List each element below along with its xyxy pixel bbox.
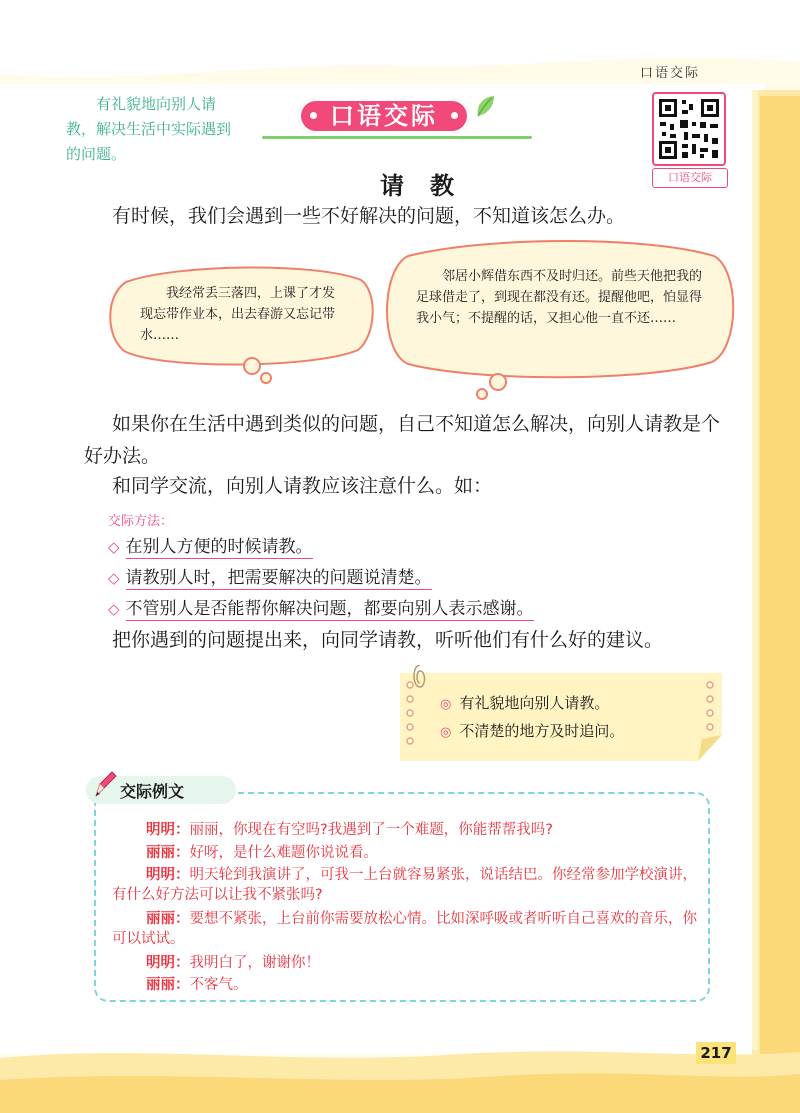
qr-label: 口语交际 [652,168,728,188]
method-item: ◇ 请教别人时，把需要解决的问题说清楚。 [108,568,432,588]
bubble-text-right: 邻居小辉借东西不及时归还。前些天他把我的足球借走了，到现在都没有还。提醒他吧，怕显得我小气；不提醒的话，又担心他一直不还…… [416,269,703,326]
tip-item: ◎ 不清楚的地方及时追问。 [440,722,625,740]
method-item: ◇ 在别人方便的时候请教。 [108,537,313,557]
banner-pill [298,98,470,134]
paragraph-3: 和同学交流，向别人请教应该注意什么。如： [112,475,493,497]
method-label: 交际方法： [108,514,174,529]
unit-banner [262,92,532,140]
dialogue-line: 明明：明天轮到我演讲了，可我一上台就容易紧张，说话结巴。你经常参加学校演讲，有什么好方法可以让我不紧张吗? [112,867,697,903]
qr-code-icon [654,94,724,164]
learning-goal-note: 有礼貌地向别人请教，解决生活中实际遇到的问题。 [66,95,232,163]
dialogue-line: 丽丽：不客气。 [146,977,248,993]
dialogue-line: 明明：我明白了，谢谢你！ [146,955,320,971]
method-item: ◇ 不管别人是否能帮你解决问题，都要向别人表示感谢。 [108,599,534,619]
banner-underline [262,136,532,139]
lesson-title: 请教 [380,171,480,200]
section-tag: 口语交际 [640,66,701,81]
paragraph-2: 如果你在生活中遇到类似的问题，自己不知道怎么解决，向别人请教是个好办法。 [84,413,721,467]
tip-list [440,690,624,746]
qr-code-block[interactable] [648,92,726,188]
diamond-icon: ◇ [108,569,120,587]
paragraph-4: 把你遇到的问题提出来，向同学请教，听听他们有什么好的建议。 [112,629,664,651]
page-number: 217 [696,1042,736,1064]
bubble-text-left: 我经常丢三落四，上课了才发现忘带作业本，出去春游又忘记带水…… [140,286,336,343]
example-title: 交际例文 [120,782,185,801]
dialogue-line: 丽丽：好呀，是什么难题你说说看。 [146,845,378,861]
bullseye-icon: ◎ [440,697,452,712]
diamond-icon: ◇ [108,538,120,556]
pencil-icon [92,770,118,800]
banner-title: 口语交际 [330,102,438,130]
diamond-icon: ◇ [108,600,120,618]
example-header [86,776,236,804]
dialogue-line: 丽丽：要想不紧张，上台前你需要放松心情。比如深呼吸或者听听自己喜欢的音乐，你可以试试。 [112,911,697,947]
leaf-icon [474,94,496,118]
bullseye-icon: ◎ [440,725,452,740]
page-edge-decoration [752,0,800,1113]
tip-item: ◎ 有礼貌地向别人请教。 [440,694,610,712]
qr-code[interactable] [652,92,726,166]
banner-dot-right [451,112,458,119]
intro-paragraph: 有时候，我们会遇到一些不好解决的问题，不知道该怎么办。 [112,205,626,227]
dialogue-line: 明明：丽丽，你现在有空吗?我遇到了一个难题，你能帮帮我吗? [146,822,553,838]
bottom-wave-decoration [0,1040,800,1113]
